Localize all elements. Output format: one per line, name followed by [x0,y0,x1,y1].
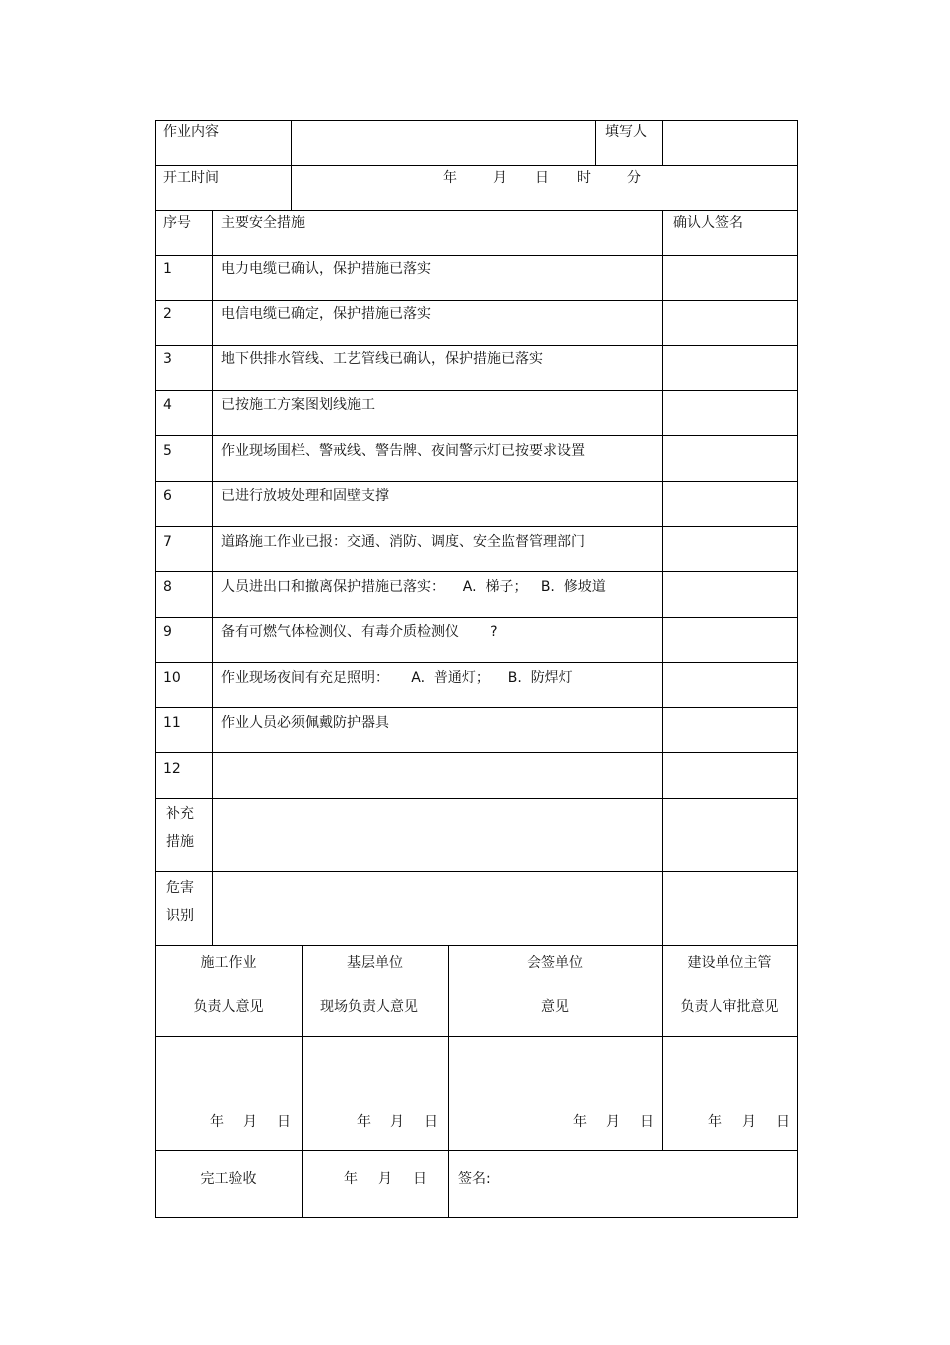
approval-4-day: 日 [776,1114,790,1130]
row-number: 4 [163,397,172,413]
rule [302,945,303,1218]
rule [797,120,798,1218]
supplement-label-line1: 补充 [166,806,194,822]
row-number: 3 [163,351,172,367]
approval-1-day: 日 [277,1114,291,1130]
measure-text: 人员进出口和撤离保护措施已落实： A. 梯子； B. 修坡道 [221,579,606,595]
content-label: 作业内容 [163,124,219,140]
measure-text: 电力电缆已确认，保护措施已落实 [221,261,431,277]
approval-4-title-line1: 建设单位主管 [687,955,772,971]
rule [155,1150,798,1151]
row-number: 7 [163,534,172,550]
start-year-label: 年 [443,170,457,186]
rule [155,435,798,436]
column-measure: 主要安全措施 [221,215,305,231]
rule [155,481,798,482]
rule [155,526,798,527]
rule [155,165,798,166]
rule [155,255,798,256]
approval-2-title-line1: 基层单位 [347,955,403,971]
approval-3-month: 月 [606,1114,620,1130]
measure-text: 作业现场围栏、警戒线、警告牌、夜间警示灯已按要求设置 [221,443,585,459]
hazard-label-line1: 危害 [166,880,194,896]
approval-2-month: 月 [390,1114,404,1130]
approval-1-year: 年 [210,1114,224,1130]
approval-1-title-line2: 负责人意见 [193,999,264,1015]
approval-3-year: 年 [573,1114,587,1130]
approval-4-title-line2: 负责人审批意见 [680,999,779,1015]
start-day-label: 日 [535,170,549,186]
rule [155,798,798,799]
measure-text: 已进行放坡处理和固壁支撑 [221,488,389,504]
measure-text: 作业人员必须佩戴防护器具 [221,715,389,731]
row-number: 12 [163,761,181,777]
approval-3-day: 日 [640,1114,654,1130]
start-month-label: 月 [493,170,507,186]
rule [155,390,798,391]
filler-label: 填写人 [605,124,647,140]
rule [155,617,798,618]
completion-day: 日 [413,1171,427,1187]
rule [662,945,663,1150]
approval-3-title-line1: 会签单位 [527,955,583,971]
approval-1-month: 月 [243,1114,257,1130]
rule [155,752,798,753]
rule [448,945,449,1218]
approval-4-month: 月 [742,1114,756,1130]
completion-signature-label: 签名: [458,1171,491,1187]
start-hour-label: 时 [577,170,591,186]
rule [595,120,596,165]
rule [155,1217,798,1218]
rule [212,210,213,945]
rule [155,120,798,121]
column-index: 序号 [163,215,191,231]
column-signer: 确认人签名 [673,215,743,231]
approval-2-year: 年 [357,1114,371,1130]
rule [155,662,798,663]
rule [291,120,292,210]
rule [155,210,798,211]
measure-text: 道路施工作业已报：交通、消防、调度、安全监督管理部门 [221,534,585,550]
approval-3-title-line2: 意见 [541,999,569,1015]
row-number: 8 [163,579,172,595]
rule [155,945,798,946]
measure-text: 作业现场夜间有充足照明： A. 普通灯； B. 防焊灯 [221,670,573,686]
approval-1-title-line1: 施工作业 [200,955,257,971]
measure-text: 电信电缆已确定，保护措施已落实 [221,306,431,322]
completion-month: 月 [378,1171,392,1187]
rule [155,300,798,301]
hazard-label-line2: 识别 [166,908,194,924]
row-number: 2 [163,306,172,322]
measure-text: 已按施工方案图划线施工 [221,397,375,413]
row-number: 9 [163,624,172,640]
rule [155,571,798,572]
row-number: 10 [163,670,181,686]
rule [155,707,798,708]
approval-2-day: 日 [424,1114,438,1130]
completion-year: 年 [344,1171,358,1187]
completion-label: 完工验收 [200,1171,257,1187]
rule [155,871,798,872]
supplement-label-line2: 措施 [166,834,194,850]
rule [662,120,663,165]
approval-2-title-line2: 现场负责人意见 [320,999,418,1015]
row-number: 1 [163,261,172,277]
row-number: 5 [163,443,172,459]
rule [155,1036,798,1037]
row-number: 11 [163,715,181,731]
rule [155,345,798,346]
rule [155,120,156,1218]
row-number: 6 [163,488,172,504]
measure-text: 地下供排水管线、工艺管线已确认，保护措施已落实 [221,351,543,367]
approval-4-year: 年 [708,1114,722,1130]
start-time-label: 开工时间 [163,170,219,186]
measure-text: 备有可燃气体检测仪、有毒介质检测仪 ? [221,624,498,640]
rule [662,210,663,945]
start-minute-label: 分 [627,170,641,186]
